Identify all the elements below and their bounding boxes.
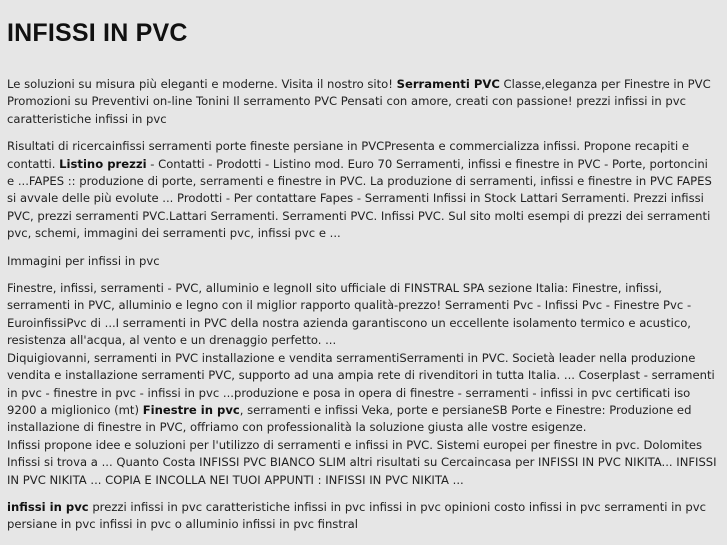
infissi-in-pvc-keyword: infissi in pvc [7, 499, 89, 514]
diquigiovanni-text-start: Diquigiovanni, serramenti in PVC installazione e vendita serramentiSerramenti in PVC. Società leader nella produzione vendita e installazione serramenti PVC, supporto ad una ampia rete di rivenditori in tutta Italia. ... Coserplast - serramenti in pvc - finestre in pvc - infissi in pvc ...produzione e posa in opera di finestre - serramenti - infissi in pvc certificati iso 9200 a miglionico (mt) [7, 350, 715, 417]
finestre-in-pvc-keyword: Finestre in pvc [142, 402, 240, 417]
diquigiovanni-text-end: , serramenti e infissi Veka, porte e persianeSB Porte e Finestre: Produzione ed installazione di finestre in PVC, offriamo con professionalità la soluzione giusta alle vostre esigenze. [7, 402, 692, 435]
intro-text-end: Classe,eleganza per Finestre in PVC Promozioni su Preventivi on-line Tonini Il serramento PVC Pensati con amore, creati con passione! prezzi infissi in pvc caratteristiche infissi in pvc [7, 77, 711, 126]
page-title: INFISSI IN PVC [7, 19, 188, 47]
diquigiovanni-paragraph [7, 350, 718, 437]
images-line: Immagini per infissi in pvc [7, 253, 160, 268]
footer-paragraph [7, 499, 718, 534]
listino-prezzi-keyword: Listino prezzi [59, 156, 147, 171]
footer-text: prezzi infissi in pvc caratteristiche infissi in pvc infissi in pvc opinioni costo infissi in pvc serramenti in pvc persiane in pvc infissi in pvc o alluminio infissi in pvc finstral [7, 499, 706, 532]
results-text-end: - Contatti - Prodotti - Listino mod. Euro 70 Serramenti, infissi e finestre in PVC - Porte, portoncini e ...FAPES :: produzione di porte, serramenti e finestre in PVC. La produzione di serramenti, infissi e finestre in PVC FAPES si avvale delle più evolute ... Prodotti - Per contattare Fapes - Serramenti Infissi in Stock Lattari Serramenti. Prezzi infissi PVC, prezzi serramenti PVC.Lattari Serramenti. Serramenti PVC. Infissi PVC. Sul sito molti esempi di prezzi dei serramenti pvc, schemi, immagini dei serramenti pvc, infissi pvc e ... [7, 156, 712, 241]
finstral-paragraph: Finestre, infissi, serramenti - PVC, alluminio e legnoIl sito ufficiale di FINSTRAL SPA sezione Italia: Finestre, infissi, serramenti in PVC, alluminio e legno con il miglior rapporto qualità-prezzo! Serramenti Pvc - Infissi Pvc - Finestre Pvc - EuroinfissiPvc di ...I serramenti in PVC della nostra azienda garantiscono un eccellente isolamento termico e acustico, resistenza all'acqua, al vento e un drenaggio perfetto. ... [7, 281, 692, 348]
intro-text-start: Le soluzioni su misura più eleganti e moderne. Visita il nostro sito! [7, 77, 397, 91]
infissi-propone-paragraph: Infissi propone idee e soluzioni per l'utilizzo di serramenti e infissi in PVC. Sistemi europei per finestre in pvc. Dolomites Infissi si trova a ... Quanto Costa INFISSI PVC BIANCO SLIM altri risultati su Cercaincasa per INFISSI IN PVC NIKITA... INFISSI IN PVC NIKITA ... COPIA E INCOLLA NEI TUOI APPUNTI : INFISSI IN PVC NIKITA ... [7, 437, 717, 487]
results-paragraph [7, 138, 718, 242]
results-text-start: Risultati di ricercainfissi serramenti porte fineste persiane in PVCPresenta e commercializza infissi. Propone recapiti e contatti. [7, 139, 690, 171]
serramenti-pvc-keyword: Serramenti PVC [396, 77, 500, 91]
intro-paragraph [7, 76, 718, 128]
